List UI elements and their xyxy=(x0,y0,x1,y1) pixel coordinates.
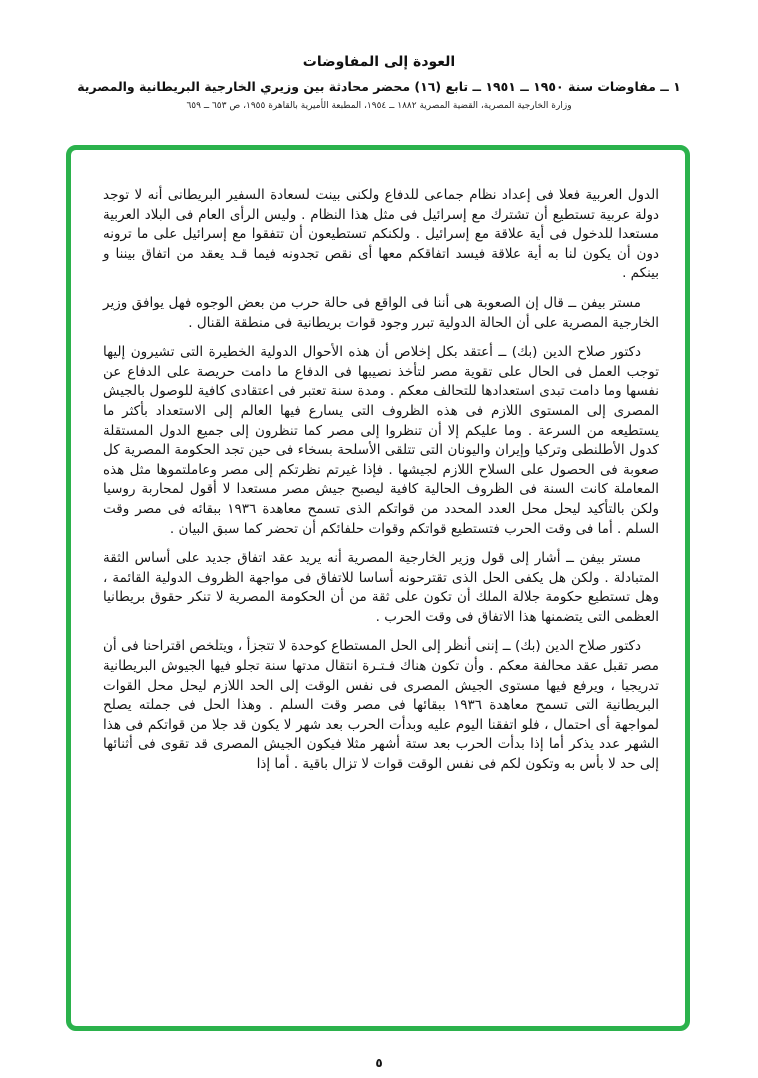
paragraph-continuation: الدول العربية فعلا فى إعداد نظام جماعى للدفاع ولكنى بينت لسعادة السفير البريطانى أنه لا توجد دولة عربية تستطيع أن تشترك مع إسرائيل فى مثل هذا النظام . وليس الرأى العام فى البلاد العربية مستعدا للدخول فى أية علاقة مع إسرائيل . ولكنكم تستطيعون أن تتفقوا مع إسرائيل على ما ترونه دون أن يكون لنا به أية علاقة فيسد اتفاقكم معها أى نقص تجدونه فيما قـد يعقد من اتفاق بيننا و بينكم . xyxy=(103,187,659,282)
paragraph-bevin-2: مستر بيفن ــ أشار إلى قول وزير الخارجية المصرية أنه يريد عقد اتفاق جديد على أساس الثقة المتبادلة . ولكن هل يكفى الحل الذى تقترحونه أساسا للاتفاق فى مواجهة الظروف الدولية القائمة ، وهل تستطيع حكومة جلالة الملك أن تكون على ثقة من أن الحكومة المصرية لا تنكر حقوق بريطانيا العظمى التى يتضمنها هذا الاتفاق فى وقت الحرب . xyxy=(103,550,659,625)
document-subtitle: ١ ــ مفاوضات سنة ١٩٥٠ ــ ١٩٥١ ــ تابع (١٦) محضر محادثة بين وزيري الخارجية البريطانية والمصرية xyxy=(77,79,681,94)
source-citation: وزارة الخارجية المصرية، القضية المصرية ١٨٨٢ ــ ١٩٥٤، المطبعة الأميرية بالقاهرة ١٩٥٥، ص ٦٥٣ ــ ٦٥٩ xyxy=(186,101,572,111)
green-frame xyxy=(66,145,690,1031)
page-header xyxy=(0,0,758,111)
page-number: ٥ xyxy=(375,1056,383,1070)
paragraph-salah-eldin-2: دكتور صلاح الدين (بك) ــ إننى أنظر إلى الحل المستطاع كوحدة لا تتجزأ ، ويتلخص اقتراحنا فى أن مصر تقبل عقد محالفة معكم . وأن تكون هناك فـتـرة انتقال مدتها سنة تجلو فيها الجيوش البريطانية تدريجيا ، ويرفع فيها مستوى الجيش المصرى فى نفس الوقت إلى الحد اللازم ليحل محل القوات البريطانية التى تسمح معاهدة ١٩٣٦ ببقائها فى مصر وقت السلم . وهذا الحل فى جملته يصلح لمواجهة أى احتمال ، فلو اتفقنا اليوم عليه وبدأت الحرب بعد شهر لا يكون قد جلا من قواتكم فى هذا الشهر عدد يذكر أما إذا بدأت الحرب بعد ستة أشهر مثلا فيكون الجيش المصرى قد تقوى فى أثنائها إلى حد لا بأس به وتكون لكم فى نفس الوقت قوات لا تزال باقية . أما إذا xyxy=(103,638,660,773)
paragraph-salah-eldin-1: دكتور صلاح الدين (بك) ــ أعتقد بكل إخلاص أن هذه الأحوال الدولية الخطيرة التى تشيرون إليها توجب العمل فى الحال على تقوية مصر لتأخذ نصيبها فى الدفاع ما دامت حريصة على الدفاع عن نفسها وما دامت تبدى استعدادها للتحالف معكم . ومدة سنة تعتبر فى اعتقادى كافية للوصول بالجيش المصرى إلى المستوى اللازم فى هذه الظروف التى يسارع فيها العالم إلى الاستعداد بأكثر ما يستطيعه من السرعة . وما عليكم إلا أن تنظروا إلى مصر كما تنظرون إلى جميع الدول المستقلة كدول الأطلنطى وتركيا وإيران واليونان التى تتلقى الأسلحة بسخاء فى حين تجد الحكومة المصرية كل صعوبة فى الحصول على السلاح اللازم لجيشها . فإذا غيرتم نظرتكم إلى مصر وعاملتموها مثل هذه المعاملة كانت السنة فى الظروف الحالية كافية ليصبح جيش مصر مستعدا لا أقول لمحاربة روسيا ولكن بالتأكيد ليحل محل العدد المحدد من قواتكم الذى تسمح معاهدة ١٩٣٦ ببقائه فى مصر وقت السلم . أما فى وقت الحرب فتستطيع قواتكم وقوات حلفائكم أن تحضر كما سبق البيان . xyxy=(103,344,659,537)
document-body xyxy=(71,150,685,775)
document-title: العودة إلى المفاوضات xyxy=(302,54,456,70)
paragraph-bevin-1: مستر بيفن ــ قال إن الصعوبة هى أننا فى الواقع فى حالة حرب من بعض الوجوه فهل يوافق وزير الخارجية المصرية على أن الحالة الدولية تبرر وجود قوات بريطانية فى منطقة القنال . xyxy=(103,294,659,331)
